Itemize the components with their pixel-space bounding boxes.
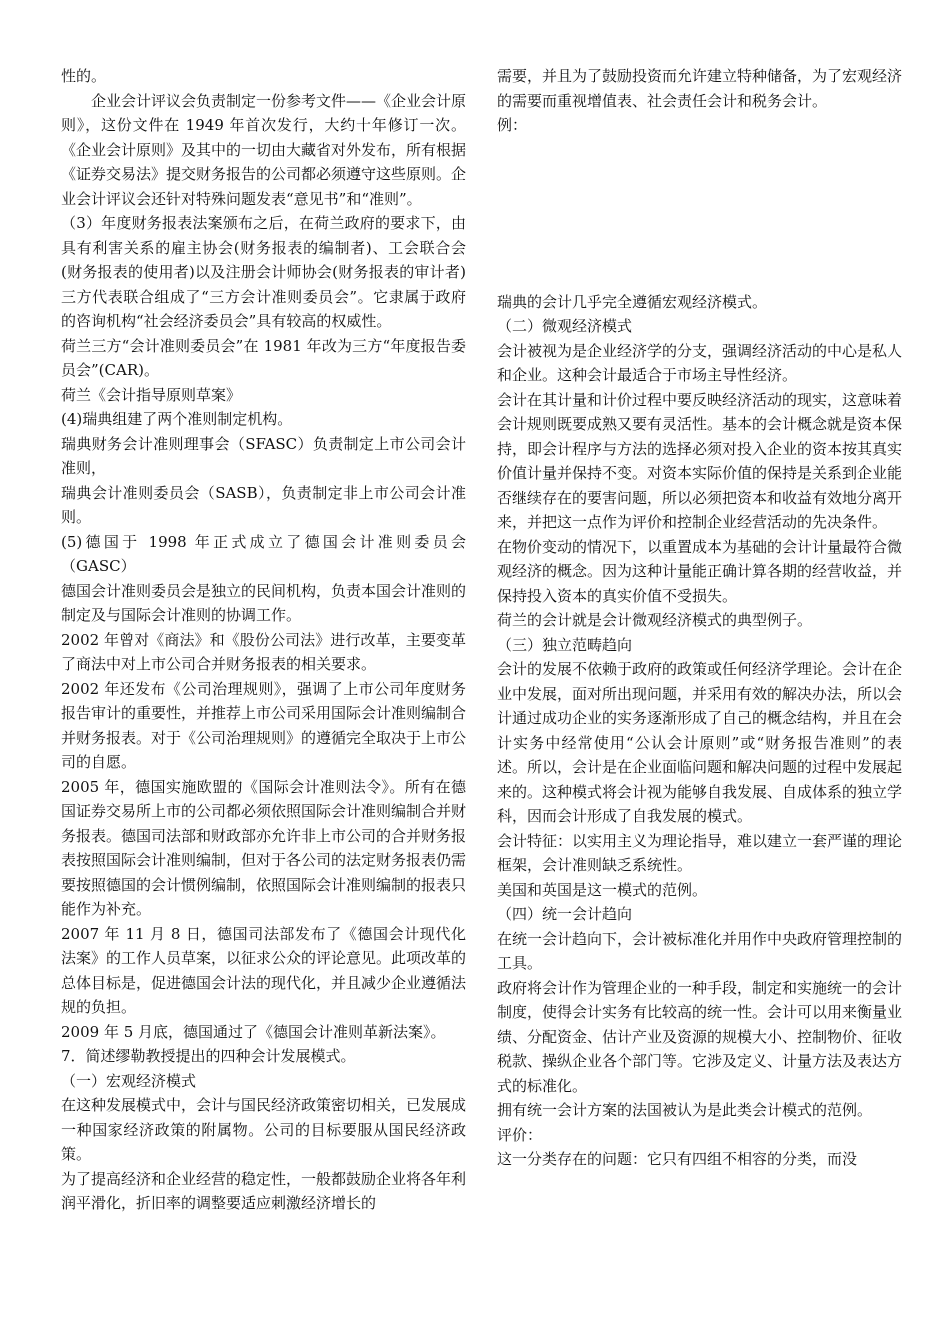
section-heading: （二）微观经济模式 [497, 317, 633, 335]
left-column [61, 64, 466, 1216]
evaluation-label: 评价： [497, 1125, 543, 1144]
paragraph: 拥有统一会计方案的法国被认为是此类会计模式的范例。 [497, 1101, 873, 1119]
paragraph: 荷兰的会计就是会计微观经济模式的典型例子。 [497, 611, 813, 629]
paragraph: (5)德国于 1998 年正式成立了德国会计准则委员会（GASC） [61, 532, 466, 575]
paragraph: (4)瑞典组建了两个准则制定机构。 [61, 410, 293, 428]
paragraph: 在这种发展模式中，会计与国民经济政策密切相关，已发展成一种国家经济政策的附属物。公司的目标要服从国民经济政策。 [61, 1096, 467, 1163]
paragraph: （3）年度财务报表法案颁布之后，在荷兰政府的要求下，由具有利害关系的雇主协会(财务报表的编制者)、工会联合会(财务报表的使用者)以及注册会计师协会(财务报表的审计者)三方代表联合组成了“三方会计准则委员会”。它隶属于政府的咨询机构“社会经济委员会”具有较高的权威性。 [61, 214, 466, 330]
paragraph: 为了提高经济和企业经营的稳定性，一般都鼓励企业将各年利润平滑化，折旧率的调整要适应刺激经济增长的 [61, 1169, 467, 1212]
right-column [497, 64, 902, 1172]
paragraph: 瑞典财务会计准则理事会（SFASC）负责制定上市公司会计准则， [61, 434, 466, 477]
section-heading: （四）统一会计趋向 [497, 905, 633, 923]
paragraph: 政府将会计作为管理企业的一种手段，制定和实施统一的会计制度，使得会计实务有比较高的统一性。会计可以用来衡量业绩、分配资金、估计产业及资源的规模大小、控制物价、征收税款、操纵企业各个部门等。它涉及定义、计量方法及表达方式的标准化。 [497, 978, 903, 1095]
paragraph: 性的。 [61, 67, 107, 85]
paragraph: 2007 年 11 月 8 日，德国司法部发布了《德国会计现代化法案》的工作人员草案，以征求公众的评论意见。此项改革的总体目标是，促进德国会计法的现代化，并且减少企业遵循法规的负担。 [61, 924, 467, 1016]
paragraph: 2002 年还发布《公司治理规则》，强调了上市公司年度财务报告审计的重要性，并推荐上市公司采用国际会计准则编制合并财务报表。对于《公司治理规则》的遵循完全取决于上市公司的自愿。 [61, 679, 467, 771]
paragraph: 荷兰三方“会计准则委员会”在 1981 年改为三方“年度报告委员会”(CAR)。 [61, 336, 466, 379]
question-heading: 7．简述缪勒教授提出的四种会计发展模式。 [61, 1047, 356, 1065]
paragraph: 2005 年，德国实施欧盟的《国际会计准则法令》。所有在德国证券交易所上市的公司都必须依照国际会计准则编制合并财务报表。德国司法部和财政部亦允许非上市公司的合并财务报表按照国际会计准则编制，但对于各公司的法定财务报表仍需要按照德国的会计惯例编制，依照国际会计准则编制的报表只能作为补充。 [61, 777, 467, 918]
paragraph: 瑞典的会计几乎完全遵循宏观经济模式。 [497, 292, 768, 311]
section-heading: （三）独立范畴趋向 [497, 635, 633, 654]
paragraph: 德国会计准则委员会是独立的民间机构，负责本国会计准则的制定及与国际会计准则的协调工作。 [61, 581, 467, 624]
paragraph: 需要，并且为了鼓励投资而允许建立特种储备，为了宏观经济的需要而重视增值表、社会责任会计和税务会计。 [497, 67, 903, 110]
blank-space [497, 138, 902, 290]
paragraph: 在物价变动的情况下，以重置成本为基础的会计计量最符合微观经济的概念。因为这种计量能正确计算各期的经营收益，并保持投入资本的真实价值不受损失。 [497, 537, 903, 605]
paragraph: 荷兰《会计指导原则草案》 [61, 385, 242, 404]
paragraph: 瑞典会计准则委员会（SASB），负责制定非上市公司会计准则。 [61, 483, 466, 526]
paragraph: 会计在其计量和计价过程中要反映经济活动的现实，这意味着会计规则既要成熟又要有灵活性。基本的会计概念就是资本保持，即会计程序与方法的选择必须对投入企业的资本按其真实价值计量并保持不变。对资本实际价值的保持是关系到企业能否继续存在的要害问题，所以必须把资本和收益有效地分离开来，并把这一点作为评价和控制企业经营活动的先决条件。 [497, 390, 903, 531]
paragraph: 企业会计评议会负责制定一份参考文件——《企业会计原则》，这份文件在 1949 年首次发行，大约十年修订一次。《企业会计原则》及其中的一切由大藏省对外发布，所有根据《证券交易法》提交财务报告的公司都必须遵守这些原则。企业会计评议会还针对特殊问题发表“意见书”和“准则”。 [61, 91, 467, 208]
section-heading: （一）宏观经济模式 [61, 1071, 197, 1090]
paragraph: 美国和英国是这一模式的范例。 [497, 880, 708, 899]
paragraph: 会计特征：以实用主义为理论指导，难以建立一套严谨的理论框架，会计准则缺乏系统性。 [497, 831, 903, 874]
paragraph: 2009 年 5 月底，德国通过了《德国会计准则革新法案》。 [61, 1022, 446, 1041]
paragraph: 在统一会计趋向下，会计被标准化并用作中央政府管理控制的工具。 [497, 929, 903, 972]
paragraph: 会计的发展不依赖于政府的政策或任何经济学理论。会计在企业中发展，面对所出现问题，并采用有效的解决办法，所以会计通过成功企业的实务逐渐形成了自己的概念结构，并且在会计实务中经常使用“公认会计原则”或“财务报告准则”的表述。所以，会计是在企业面临问题和解决问题的过程中发展起来的。这种模式将会计视为能够自我发展、自成体系的独立学科，因而会计形成了自我发展的模式。 [497, 660, 903, 825]
example-label: 例： [497, 116, 528, 134]
paragraph: 会计被视为是企业经济学的分支，强调经济活动的中心是私人和企业。这种会计最适合于市场主导性经济。 [497, 341, 903, 384]
paragraph: 2002 年曾对《商法》和《股份公司法》进行改革，主要变革了商法中对上市公司合并财务报表的相关要求。 [61, 630, 466, 673]
paragraph: 这一分类存在的问题：它只有四组不相容的分类，而没 [497, 1150, 858, 1168]
